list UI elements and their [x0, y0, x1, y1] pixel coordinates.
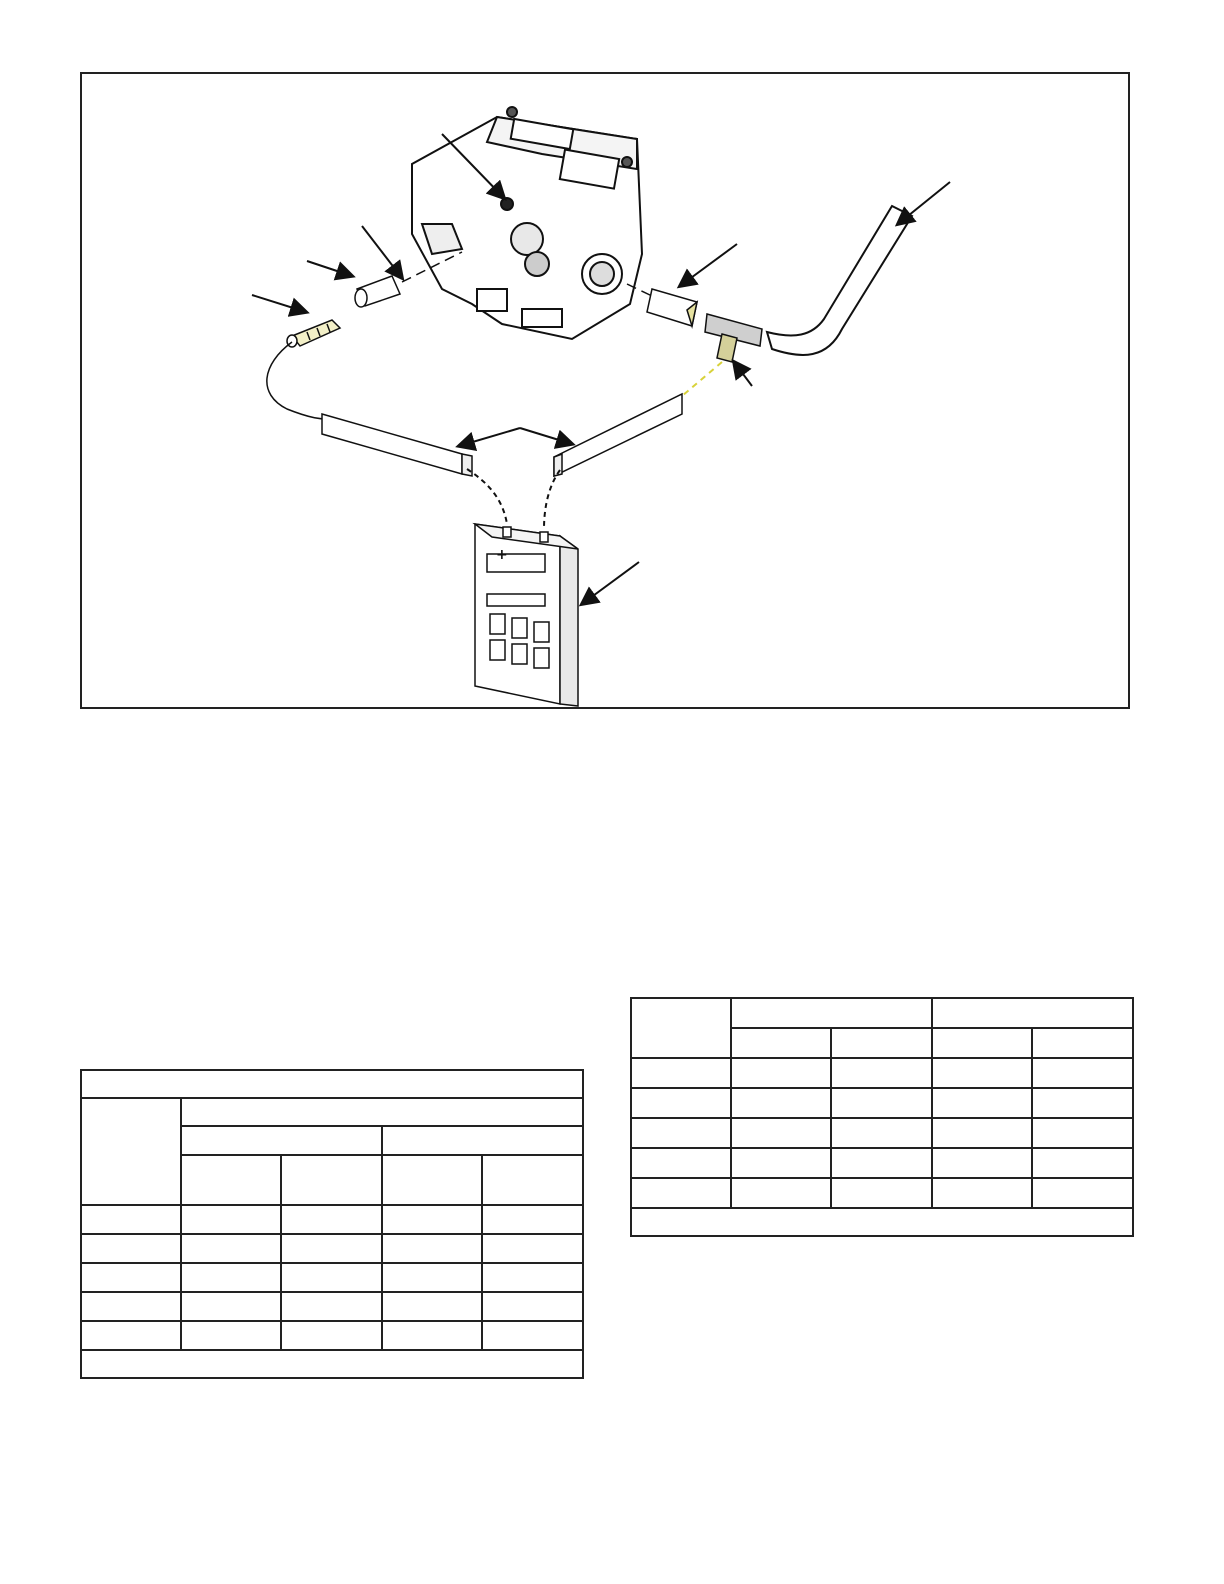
gas-valve-manometer-diagram [82, 74, 1132, 711]
barbed-adapter [287, 320, 340, 347]
right-table-col-header [731, 1028, 831, 1058]
short-tube [647, 289, 697, 326]
manometer-hose-right [554, 394, 682, 476]
table-row [81, 1263, 583, 1292]
right-table [630, 997, 1134, 1237]
right-table-group-header-a [731, 998, 932, 1028]
gas-valve [412, 107, 642, 339]
right-table-col-header [1032, 1028, 1133, 1058]
table-row [631, 1148, 1133, 1178]
table-row [631, 1118, 1133, 1148]
left-table-subheader-b [382, 1126, 583, 1155]
table-row [81, 1205, 583, 1234]
right-table-col-header [932, 1028, 1032, 1058]
hose-dashed-left [467, 469, 507, 524]
left-table-subheader-a [181, 1126, 382, 1155]
table-row [81, 1234, 583, 1263]
manometer-hose-left [322, 414, 472, 476]
digital-manometer [475, 524, 578, 706]
supply-hose [767, 206, 912, 355]
right-table-footnote-cell [631, 1208, 1133, 1236]
left-table-col-header [482, 1155, 583, 1205]
hose-dashed-right [544, 470, 560, 529]
table-row [631, 1178, 1133, 1208]
left-table-col-header [382, 1155, 482, 1205]
tubing-right [682, 362, 722, 396]
left-table-col-header [181, 1155, 281, 1205]
left-table-title-cell [81, 1070, 583, 1098]
left-table [80, 1069, 584, 1379]
table-row [81, 1321, 583, 1350]
right-table-col-header [831, 1028, 932, 1058]
pressure-tap-tube [355, 276, 400, 307]
left-table-col-header [281, 1155, 382, 1205]
figure-frame [80, 72, 1130, 709]
left-table-group-header [181, 1098, 583, 1126]
right-table-group-header-b [932, 998, 1133, 1028]
plus-sign: + [496, 547, 508, 563]
table-row [631, 1058, 1133, 1088]
left-table-row-header-cell [81, 1098, 181, 1205]
left-table-footnote-cell [81, 1350, 583, 1378]
tubing-left [267, 342, 327, 419]
tee-fitting [705, 314, 762, 362]
table-row [631, 1088, 1133, 1118]
right-table-row-header-cell [631, 998, 731, 1058]
table-row [81, 1292, 583, 1321]
